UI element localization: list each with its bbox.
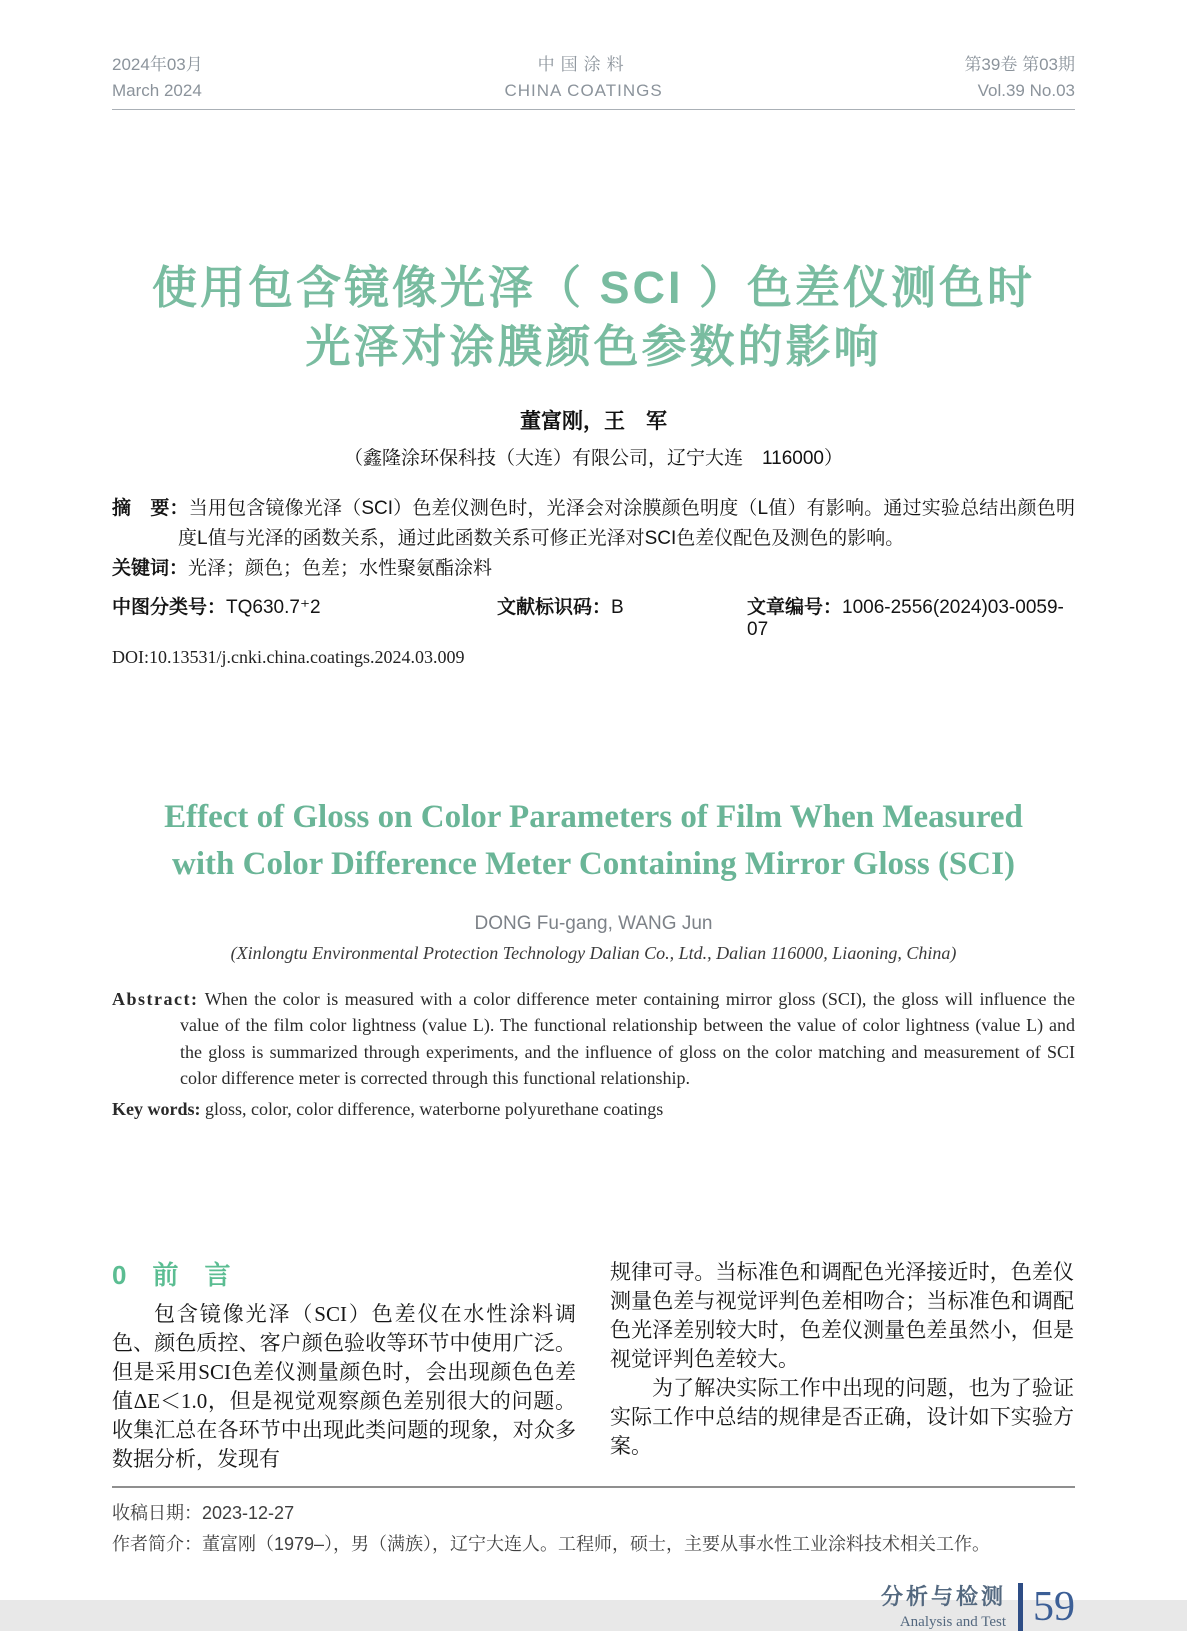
footer-section-cn: 分析与检测 [880,1584,1006,1610]
keywords-cn-text: 光泽；颜色；色差；水性聚氨酯涂料 [188,557,493,579]
volume-en: Vol.39 No.03 [977,80,1075,100]
header-date-cn: 2024年03月 [112,55,203,74]
classification-row [112,592,1075,641]
footer-divider-bar [1018,1583,1023,1631]
keywords-cn-label: 关键词： [112,557,189,579]
page-number: 59 [1033,1584,1075,1631]
abstract-cn [112,494,1075,554]
header-volume [964,52,1075,103]
document-code-label: 文献标识码： [497,596,612,618]
paragraph: 为了解决实际工作中出现的问题，也为了验证实际工作中总结的规律是否正确，设计如下实验方案。 [610,1376,1074,1459]
header-date [112,52,203,103]
abstract-en-text: When the color is measured with a color difference meter containing mirror gloss (SCI), the gloss will influence the value of the film color lightness (value L). The functional relationship between the value of color lightness (value L) and the gloss is summarized through experiments, and the influence of gloss on the color matching and measurement of SCI color difference meter is corrected through this functional relationship. [180,988,1075,1089]
article-id [747,592,1075,641]
paragraph: 包含镜像光泽（SCI）色差仪在水性涂料调色、颜色质控、客户颜色验收等环节中使用广泛。但是采用SCI色差仪测量颜色时，会出现颜色色差值ΔE＜1.0，但是视觉观察颜色差别很大的问题。收集汇总在各环节中出现此类问题的现象，对众多数据分析，发现有 [112,1302,576,1472]
author-bio-label: 作者简介： [112,1534,202,1555]
page-footer [112,1583,1075,1631]
author-bio [112,1531,1075,1557]
affiliation-cn: （鑫隆涂环保科技（大连）有限公司，辽宁大连 116000） [344,447,843,469]
article-title-en-line2: with Color Difference Meter Containing Mirror Gloss (SCI) [172,846,1015,883]
footnote [112,1486,1075,1557]
journal-name-cn: 中国涂料 [537,55,630,74]
keywords-en-label: Key words: [112,1098,201,1119]
body-columns [112,1258,1075,1474]
doi: DOI:10.13531/j.cnki.china.coatings.2024.03.009 [112,646,465,667]
authors-cn: 董富刚，王 军 [520,409,667,433]
abstract-en [112,986,1075,1092]
keywords-cn [112,554,1075,584]
affiliation-en: (Xinlongtu Environmental Protection Technology Dalian Co., Ltd., Dalian 116000, Liaoning, China) [230,942,957,963]
footer-section [881,1584,1006,1630]
document-code [497,592,747,641]
document-code-value: B [611,596,624,618]
keywords-en [112,1096,1075,1123]
received-date-label: 收稿日期： [112,1503,202,1524]
body-column-right [610,1258,1074,1474]
section-title: 前言 [152,1260,257,1291]
abstract-cn-label: 摘 要： [112,497,189,519]
abstract-cn-text: 当用包含镜像光泽（SCI）色差仪测色时，光泽会对涂膜颜色明度（L值）有影响。通过实验总结出颜色明度L值与光泽的函数关系，通过此函数关系可修正光泽对SCI色差仪配色及测色的影响。 [178,497,1075,549]
author-bio-value: 董富刚（1979–），男（满族），辽宁大连人。工程师，硕士，主要从事水性工业涂料技术相关工作。 [202,1534,991,1555]
article-id-value: 1006-2556(2024)03-0059-07 [747,596,1064,640]
clc-value: TQ630.7⁺2 [226,596,321,618]
journal-name-en: CHINA COATINGS [504,80,663,100]
section-number: 0 [112,1260,127,1291]
article-title-en-line1: Effect of Gloss on Color Parameters of Film When Measured [164,798,1023,835]
article-id-label: 文章编号： [747,596,843,618]
article-title-en [112,794,1075,889]
body-column-left [112,1258,576,1474]
header-date-en: March 2024 [112,80,202,100]
authors-en: DONG Fu-gang, WANG Jun [474,912,713,934]
article-title-cn-line2: 光泽对涂膜颜色参数的影响 [305,321,882,373]
article-title-cn [112,258,1075,377]
clc-number [112,592,497,641]
volume-cn: 第39卷 第03期 [964,55,1075,74]
received-date [112,1500,1075,1526]
header-journal-name [504,52,662,103]
section-heading-0 [112,1258,576,1292]
clc-label: 中图分类号： [112,596,227,618]
abstract-en-label: Abstract: [112,988,199,1009]
paragraph: 规律可寻。当标准色和调配色光泽接近时，色差仪测量色差与视觉评判色差相吻合；当标准色和调配色光泽差别较大时，色差仪测量色差虽然小，但是视觉评判色差较大。 [610,1260,1074,1372]
footer-section-en: Analysis and Test [899,1613,1006,1630]
article-title-cn-line1: 使用包含镜像光泽（ SCI ）色差仪测色时 [151,262,1036,313]
keywords-en-text: gloss, color, color difference, waterborne polyurethane coatings [205,1098,664,1119]
received-date-value: 2023-12-27 [202,1503,295,1524]
page-header [112,52,1075,110]
